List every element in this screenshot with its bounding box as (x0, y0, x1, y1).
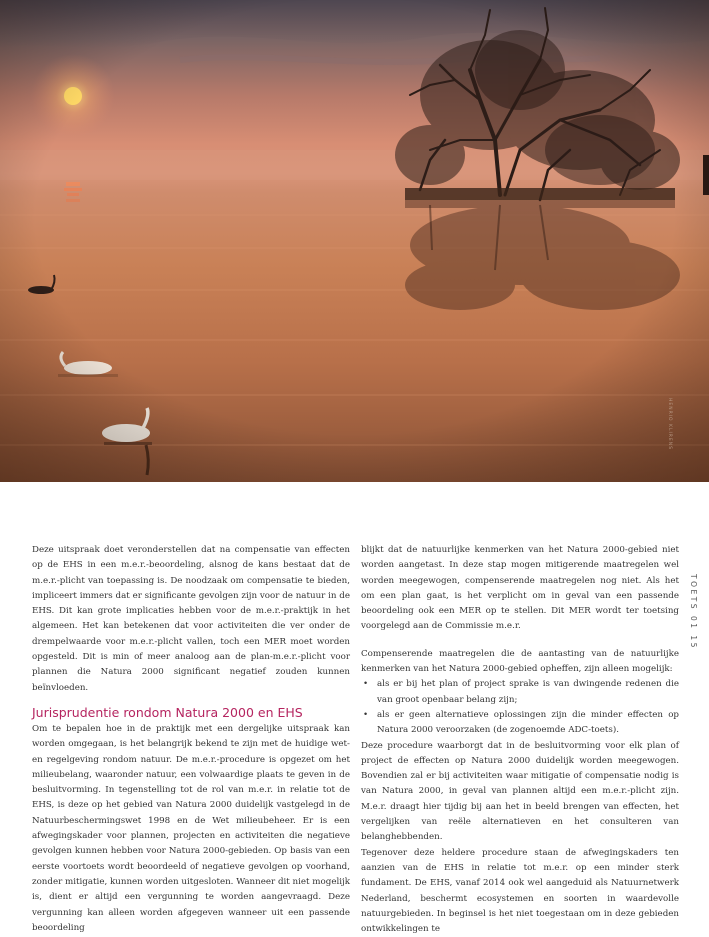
left-column (32, 543, 350, 936)
right-paragraph-3: Deze procedure waarborgt dat in de besluitvorming voor elk plan of project de effecten op Natura 2000 duidelijk worden meegewogen. Bovendien zal er bij activiteiten waar mitigatie of compensatie nodig is van Natura 2000, in geval van plannen altijd een m.e.r.-plicht zijn. M.e.r. draagt hier tijdig bij aan het in beeld brengen van effecten, het vergelijken van reële alternatieven en het consulteren van belanghebbenden. (361, 740, 679, 843)
bullet-icon: • (363, 709, 369, 720)
list-item: • als er geen alternatieve oplossingen zijn die minder effecten op Natura 2000 veroorzaken (de zogenoemde ADC-toets). (363, 709, 679, 736)
left-paragraph-1: Deze uitspraak doet veronderstellen dat na compensatie van effecten op de EHS in een m.e.r.-beoordeling, alsnog de kans bestaat dat de m.e.r.-plicht van toepassing is. De noodzaak om compensatie te bieden, impliceert immers dat er significante gevolgen zijn voor de natuur in de EHS. Dit kan grote implicaties hebben voor de m.e.r.-praktijk in het algemeen. Het kan betekenen dat voor activiteiten die ver onder de drempelwaarde voor m.e.r.-plicht vallen, toch een MER moet worden opgesteld. Dit is min of meer analoog aan de plan-m.e.r.-plicht voor plannen die Natura 2000 significant negatief zouden kunnen beïnvloeden. (32, 545, 350, 693)
right-paragraph-2: Compenserende maatregelen die de aantasting van de natuurlijke kenmerken van het Natura 2000-gebied opheffen, zijn alleen mogelijk: (361, 648, 679, 675)
left-paragraph-2: Om te bepalen hoe in de praktijk met een dergelijke uitspraak kan worden omgegaan, is het belangrijk bekend te zijn met de huidige wet- en regelgeving rondom natuur. De m.e.r.-procedure is opgezet om het milieubelang, waaronder natuur, een volwaardige plaats te geven in de besluitvorming. In tegenstelling tot de rol van m.e.r. in relatie tot de EHS, is deze op het gebied van Natura 2000 duidelijk vastgelegd in de Natuurbeschermingswet 1998 en de Wet milieubeheer. Er is een afwegingskader voor plannen, projecten en activiteiten die negatieve gevolgen kunnen hebben voor Natura 2000-gebieden. Op basis van een eerste voortoets wordt beoordeeld of negatieve gevolgen op voorhand, zonder mitigatie, kunnen worden uitgesloten. Wanneer dit niet mogelijk is, dient er altijd een vergunning te worden aangevraagd. Deze vergunning kan alleen worden afgegeven wanneer uit een passende beoordeling (32, 723, 350, 933)
right-column (361, 543, 679, 937)
right-paragraph-1: blijkt dat de natuurlijke kenmerken van het Natura 2000-gebied niet worden aangetast. In deze stap mogen mitigerende maatregelen wel worden meegewogen, compenserende maatregelen nog niet. Als het om een plan gaat, is het verplicht om in geval van een passende beoordeling ook een MER op te stellen. Dit MER wordt ter toetsing voorgelegd aan de Commissie m.e.r. (361, 545, 679, 632)
section-heading: Jurisprudentie rondom Natura 2000 en EHS (32, 704, 303, 720)
page-side-label: TOETS 01 15 (689, 574, 698, 650)
photo-credit: HENRIO KLIRENS (667, 398, 672, 450)
bullet-icon: • (363, 679, 369, 690)
list-item: • als er bij het plan of project sprake is van dwingende redenen die van groot openbaar belang zijn; (363, 679, 679, 705)
conditions-list (361, 677, 679, 738)
right-paragraph-4: Tegenover deze heldere procedure staan de afwegingskaders ten aanzien van de EHS in relatie tot m.e.r. op een minder sterk fundament. De EHS, vanaf 2014 ook wel aangeduid als Natuurnetwerk Nederland, beschermt ecosystemen en soorten in waardevolle natuurgebieden. In beginsel is het niet toegestaan om in deze gebieden ontwikkelingen te (361, 847, 679, 935)
